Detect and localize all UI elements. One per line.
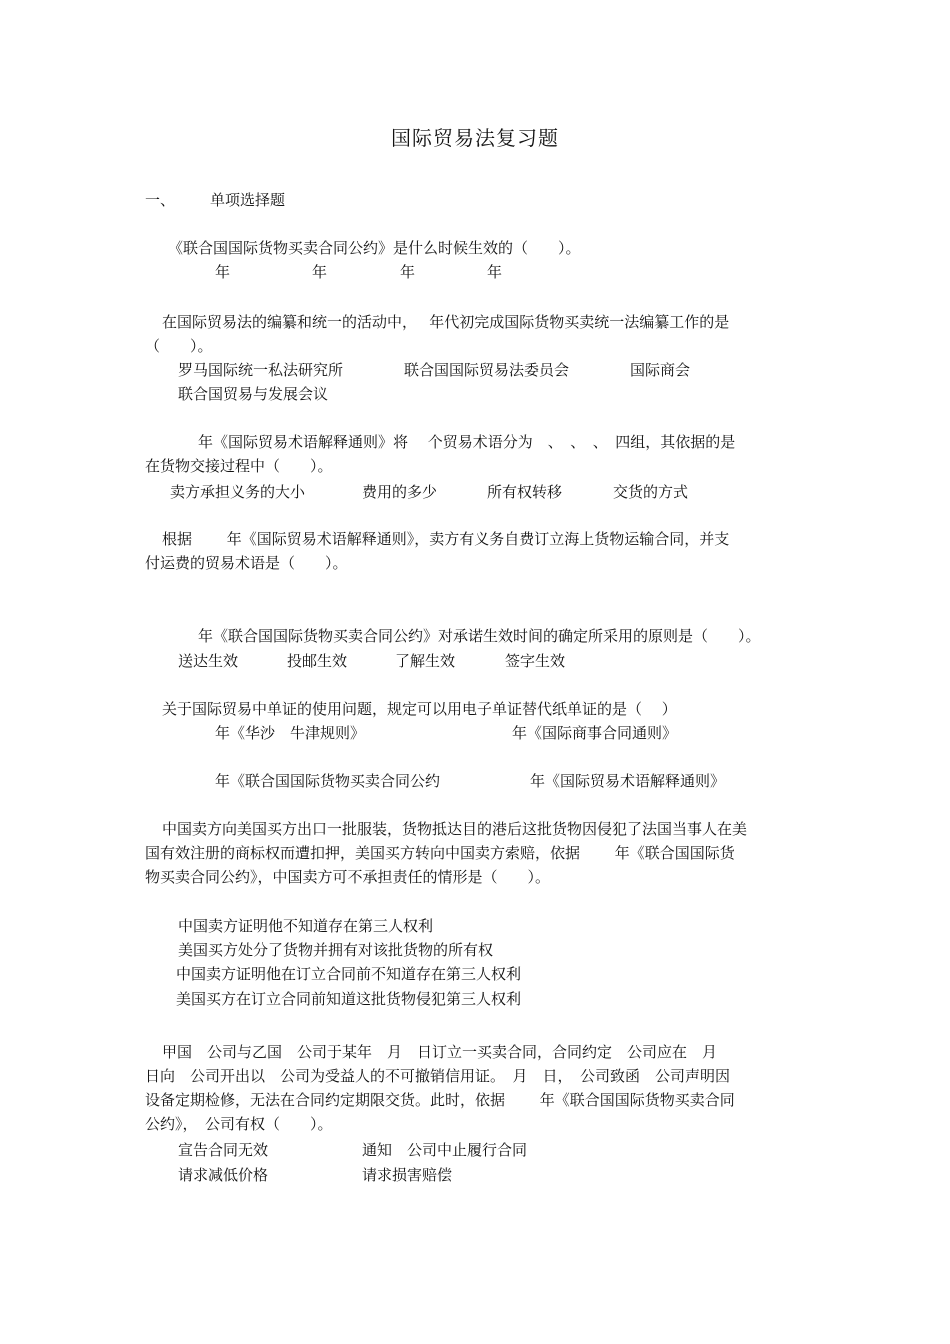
question-8-stem-line-1: 甲国 公司与乙国 公司于某年 月 日订立一买卖合同，合同约定 公司应在 月 (162, 1043, 718, 1061)
question-4-stem-line-2: 付运费的贸易术语是（ ）。 (145, 554, 348, 572)
question-8-option-c: 请求减低价格 (178, 1166, 269, 1184)
question-5-option-c: 了解生效 (395, 652, 456, 670)
question-5-stem: 年《联合国国际货物买卖合同公约》对承诺生效时间的确定所采用的原则是（ ）。 (198, 627, 761, 645)
question-8-option-a: 宣告合同无效 (178, 1141, 269, 1159)
question-8-stem-line-4: 公约》， 公司有权（ ）。 (145, 1115, 333, 1133)
question-2-option-a: 罗马国际统一私法研究所 (178, 361, 344, 379)
question-5-option-d: 签字生效 (505, 652, 566, 670)
question-7-stem-line-3: 物买卖合同公约》，中国卖方可不承担责任的情形是（ ）。 (145, 868, 551, 886)
question-6-option-c: 年《联合国国际货物买卖合同公约 (215, 772, 441, 790)
question-5-option-b: 投邮生效 (287, 652, 348, 670)
question-7-option-b: 美国买方处分了货物并拥有对该批货物的所有权 (178, 941, 494, 959)
question-7-stem-line-2: 国有效注册的商标权而遭扣押，美国买方转向中国卖方索赔，依据 年《联合国国际货 (145, 844, 735, 862)
question-2-option-b: 联合国国际贸易法委员会 (404, 361, 570, 379)
question-2-option-c: 国际商会 (630, 361, 691, 379)
question-7-option-a: 中国卖方证明他不知道存在第三人权利 (178, 917, 434, 935)
question-5-option-a: 送达生效 (178, 652, 239, 670)
question-7-stem-line-1: 中国卖方向美国买方出口一批服装，货物抵达目的港后这批货物因侵犯了法国当事人在美 (162, 820, 748, 838)
question-3-option-c: 所有权转移 (487, 483, 563, 501)
question-7-option-d: 美国买方在订立合同前知道这批货物侵犯第三人权利 (176, 990, 522, 1008)
question-6-option-b: 年《国际商事合同通则》 (512, 724, 678, 742)
question-2-option-d: 联合国贸易与发展会议 (178, 385, 329, 403)
question-3-option-a: 卖方承担义务的大小 (170, 483, 306, 501)
question-3-stem-line-2: 在货物交接过程中（ ）。 (145, 457, 333, 475)
question-1-option-a: 年 (215, 263, 231, 281)
question-8-stem-line-2: 日向 公司开出以 公司为受益人的不可撤销信用证。 月 日， 公司致函 公司声明因 (145, 1067, 731, 1085)
question-1-option-d: 年 (487, 263, 503, 281)
question-6-option-d: 年《国际贸易术语解释通则》 (530, 772, 726, 790)
section-title: 单项选择题 (210, 191, 286, 209)
question-6-option-a: 年《华沙 牛津规则》 (215, 724, 366, 742)
question-3-option-b: 费用的多少 (362, 483, 438, 501)
question-7-option-c: 中国卖方证明他在订立合同前不知道存在第三人权利 (176, 965, 522, 983)
question-8-option-d: 请求损害赔偿 (362, 1166, 453, 1184)
question-1-option-b: 年 (312, 263, 328, 281)
question-2-stem-line-2: （ ）。 (145, 337, 213, 355)
question-3-option-d: 交货的方式 (613, 483, 689, 501)
question-8-option-b: 通知 公司中止履行合同 (362, 1141, 528, 1159)
document-title: 国际贸易法复习题 (391, 126, 559, 150)
question-1-stem: 《联合国国际货物买卖合同公约》是什么时候生效的（ ）。 (168, 239, 581, 257)
question-3-stem-line-1: 年《国际贸易术语解释通则》将 个贸易术语分为 、 、 、 四组，其依据的是 (198, 433, 736, 451)
question-8-stem-line-3: 设备定期检修，无法在合同约定期限交货。此时，依据 年《联合国国际货物买卖合同 (145, 1091, 735, 1109)
question-4-stem-line-1: 根据 年《国际贸易术语解释通则》，卖方有义务自费订立海上货物运输合同，并支 (162, 530, 730, 548)
question-2-stem-line-1: 在国际贸易法的编纂和统一的活动中， 年代初完成国际货物买卖统一法编纂工作的是 (162, 313, 730, 331)
question-6-stem: 关于国际贸易中单证的使用问题，规定可以用电子单证替代纸单证的是（ ） (162, 700, 677, 718)
section-number: 一、 (145, 191, 176, 209)
question-1-option-c: 年 (400, 263, 416, 281)
